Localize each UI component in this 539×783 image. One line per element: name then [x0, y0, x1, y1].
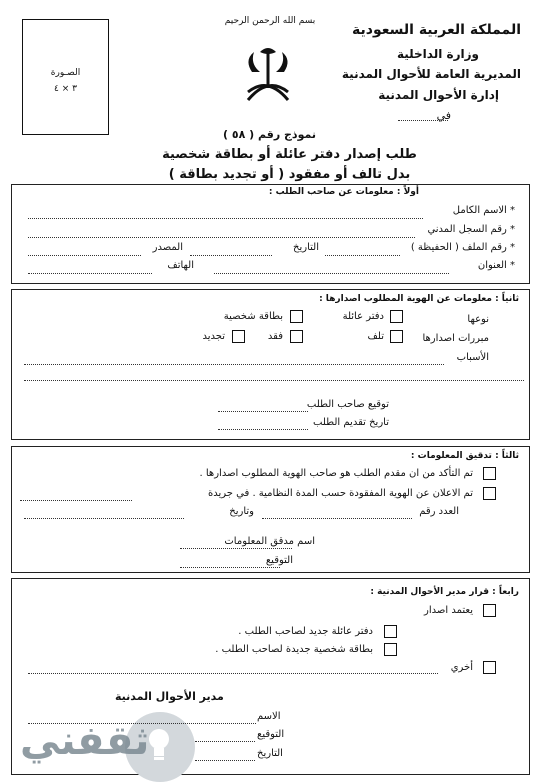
in-label: في [436, 109, 451, 122]
full-name-label: * الاسم الكامل [452, 205, 515, 216]
director-signature-line [195, 741, 255, 742]
header-line-3: المديرية العامة للأحوال المدنية [341, 67, 521, 81]
form-number: نموذج رقم ( ٥٨ ) [223, 128, 316, 141]
lightbulb-icon [146, 726, 172, 764]
watermark-text: ثقفني [20, 718, 150, 764]
header-line-2: وزارة الداخلية [396, 47, 479, 61]
causes-line-1 [24, 364, 444, 365]
section4-heading: رابعاً : قرار مدير الأحوال المدنية : [370, 587, 519, 597]
new-family-book-checkbox[interactable] [384, 625, 397, 638]
approve-checkbox[interactable] [483, 604, 496, 617]
reasons-label: مبررات اصدارها [422, 333, 489, 344]
verification-signature-label: التوقيع [265, 555, 293, 566]
approve-label: يعتمد اصدار [424, 605, 473, 616]
other-label: أخري [450, 662, 473, 673]
applicant-sign-label: توقيع صاحب الطلب [306, 399, 389, 410]
newspaper-line [20, 500, 132, 501]
causes-line-2 [24, 380, 524, 381]
id-card-checkbox[interactable] [290, 310, 303, 323]
file-no-label: * رقم الملف ( الحفيظة ) [410, 242, 515, 253]
submit-date-label: تاريخ تقديم الطلب [313, 417, 389, 428]
renewal-label: تجديد [202, 331, 225, 342]
bismillah: بسم الله الرحمن الرحيم [224, 16, 316, 26]
photo-size: ٣ × ٤ [54, 84, 77, 94]
new-id-card-label: بطاقة شخصية جديدة لصاحب الطلب . [215, 644, 373, 655]
full-name-line [28, 218, 423, 219]
family-book-checkbox[interactable] [390, 310, 403, 323]
address-line [214, 273, 449, 274]
date-line [190, 255, 272, 256]
type-label: نوعها [467, 314, 489, 325]
check2-label: تم الاعلان عن الهوية المفقودة حسب المدة النظامية . في جريدة [208, 488, 473, 499]
source-line [28, 255, 141, 256]
phone-label: الهاتف [167, 260, 194, 271]
lost-label: فقد [267, 331, 283, 342]
header-line-4: إدارة الأحوال المدنية [378, 88, 499, 102]
damaged-label: تلف [367, 331, 384, 342]
auditor-name-line [180, 548, 292, 549]
saudi-emblem-icon [240, 42, 296, 108]
date-label: التاريخ [293, 242, 319, 253]
check1-checkbox[interactable] [483, 467, 496, 480]
form-title-line1: طلب إصدار دفتر عائلة أو بطاقة شخصية [162, 147, 417, 162]
applicant-sign-line [218, 411, 308, 412]
renewal-checkbox[interactable] [232, 330, 245, 343]
in-line [398, 120, 448, 121]
section3-heading: ثالثاً : تدقيق المعلومات : [410, 451, 519, 461]
photo-box [22, 19, 109, 135]
director-name-line [28, 723, 256, 724]
director-name-label: الاسم [257, 711, 281, 722]
damaged-checkbox[interactable] [390, 330, 403, 343]
phone-line [28, 273, 152, 274]
causes-label: الأسباب [456, 352, 489, 363]
and-date-line [24, 518, 184, 519]
director-signature-label: التوقيع [257, 729, 285, 740]
photo-label: الصـورة [50, 68, 81, 78]
and-date-label: وتاريخ [229, 506, 254, 517]
civil-no-label: * رقم السجل المدني [427, 224, 515, 235]
new-id-card-checkbox[interactable] [384, 643, 397, 656]
source-label: المصدر [152, 242, 183, 253]
auditor-name-label: اسم مدقق المعلومات [224, 536, 315, 547]
header-line-1: المملكة العربية السعودية [352, 22, 521, 38]
file-no-line [325, 255, 400, 256]
id-card-label: بطاقة شخصية [223, 311, 283, 322]
verification-signature-line [180, 567, 280, 568]
family-book-label: دفتر عائلة [342, 311, 384, 322]
lost-checkbox[interactable] [290, 330, 303, 343]
address-label: * العنوان [477, 260, 515, 271]
director-title: مدير الأحوال المدنية [115, 690, 224, 703]
issue-no-label: العدد رقم [419, 506, 459, 517]
director-date-label: التاريخ [257, 748, 283, 759]
director-date-line [195, 760, 255, 761]
other-checkbox[interactable] [483, 661, 496, 674]
other-line [28, 673, 438, 674]
section1-heading: أولاً : معلومات عن صاحب الطلب : [268, 187, 419, 197]
issue-no-line [262, 518, 412, 519]
check2-checkbox[interactable] [483, 487, 496, 500]
submit-date-line [218, 429, 308, 430]
new-family-book-label: دفتر عائلة جديد لصاحب الطلب . [238, 626, 373, 637]
form-title-line2: بدل تالف أو مفقود ( أو تجديد بطاقة ) [168, 167, 411, 182]
check1-label: تم التأكد من ان مقدم الطلب هو صاحب الهوية المطلوب اصدارها . [199, 468, 473, 479]
civil-no-line [28, 237, 415, 238]
section2-heading: ثانياً : معلومات عن الهوية المطلوب اصدارها : [319, 294, 519, 304]
